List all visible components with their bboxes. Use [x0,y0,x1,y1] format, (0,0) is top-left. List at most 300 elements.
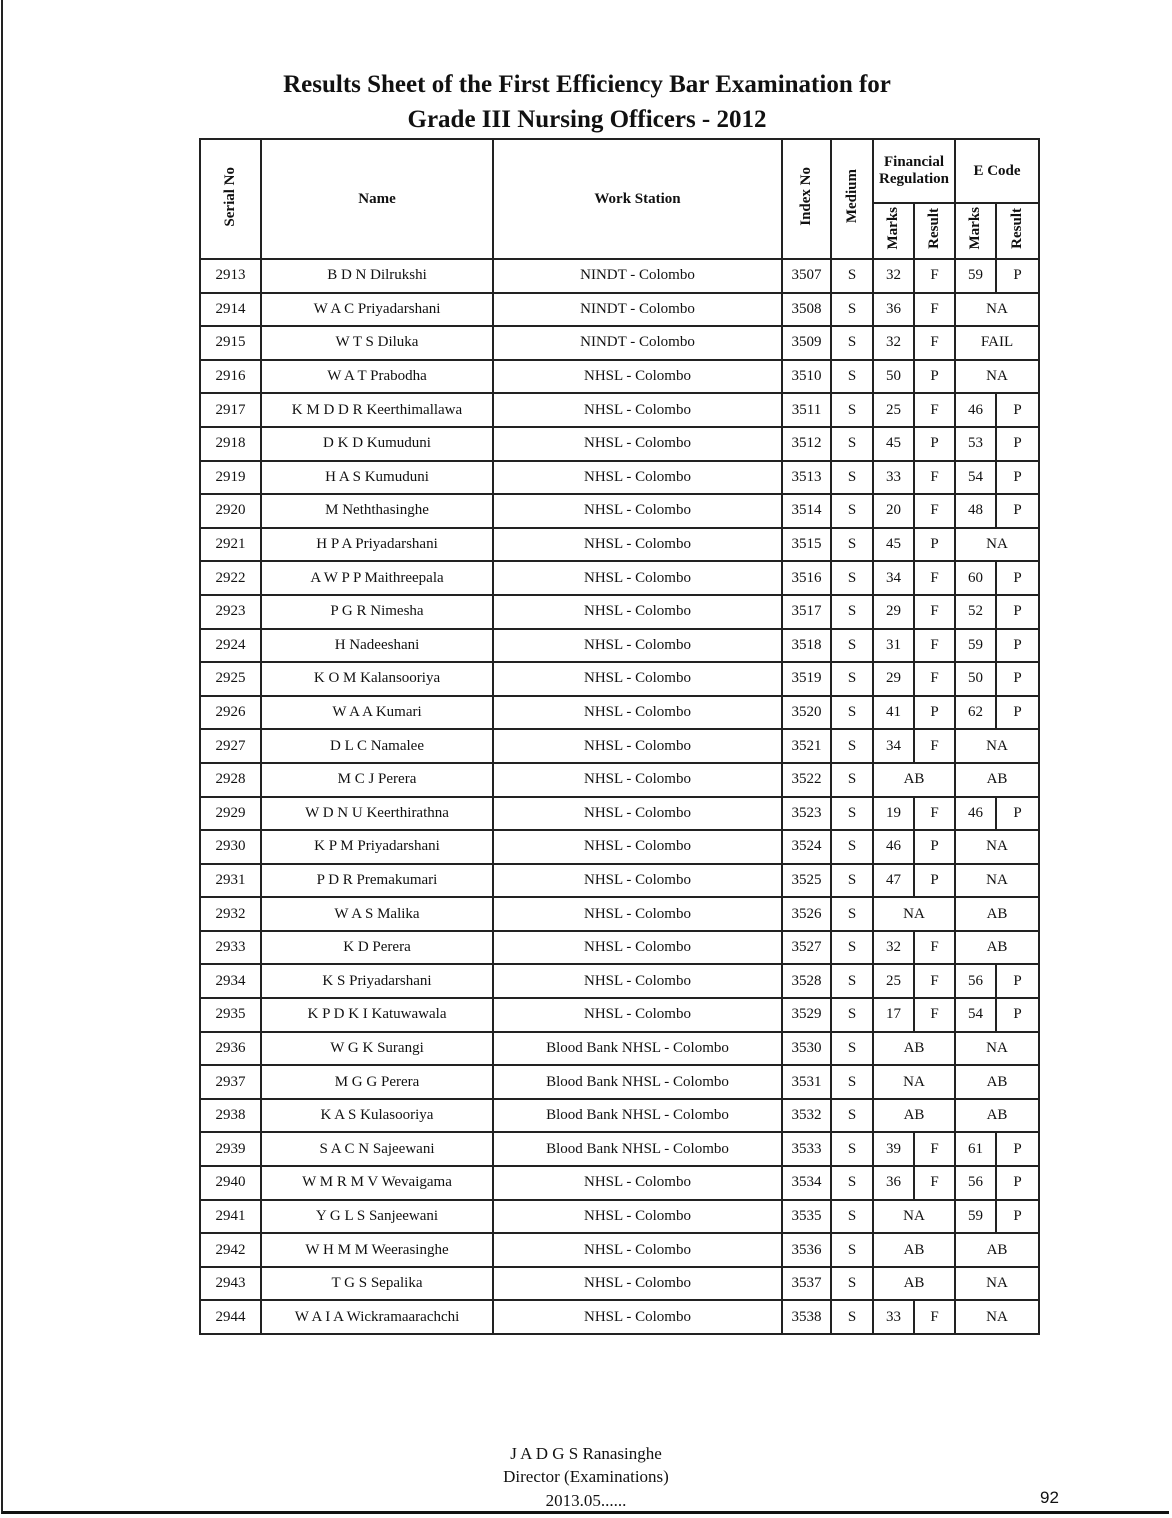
work-station-cell: NHSL - Colombo [493,1166,782,1200]
work-station-cell: NHSL - Colombo [493,595,782,629]
serial-no-cell: 2927 [200,729,261,763]
serial-no-cell: 2928 [200,763,261,797]
fin-reg-marks-cell: 31 [873,629,914,663]
table-row [200,729,1039,763]
serial-no-cell: 2915 [200,326,261,360]
fin-reg-result-cell: F [914,326,955,360]
e-code-marks-cell: 59 [955,629,996,663]
index-no-cell: 3531 [782,1065,831,1099]
e-code-marks-cell: 50 [955,662,996,696]
table-row [200,561,1039,595]
e-code-marks-cell: 54 [955,998,996,1032]
serial-no-cell: 2914 [200,293,261,327]
name-cell: K S Priyadarshani [261,964,493,998]
serial-no-cell: 2918 [200,427,261,461]
medium-cell: S [831,494,873,528]
work-station-cell: NHSL - Colombo [493,696,782,730]
fin-reg-result-cell: F [914,931,955,965]
serial-no-cell: 2930 [200,830,261,864]
name-cell: S A C N Sajeewani [261,1132,493,1166]
work-station-cell: NHSL - Colombo [493,964,782,998]
index-no-cell: 3535 [782,1200,831,1234]
serial-no-cell: 2940 [200,1166,261,1200]
fin-reg-marks-cell: 45 [873,427,914,461]
medium-cell: S [831,326,873,360]
index-no-cell: 3532 [782,1099,831,1133]
table-row [200,461,1039,495]
e-code-result-cell: P [996,797,1039,831]
name-cell: T G S Sepalika [261,1267,493,1301]
header-serial-no: Serial No [200,139,261,259]
fin-reg-marks-cell: 45 [873,528,914,562]
e-code-result-cell: P [996,461,1039,495]
index-no-cell: 3520 [782,696,831,730]
index-no-cell: 3508 [782,293,831,327]
serial-no-cell: 2942 [200,1233,261,1267]
work-station-cell: NHSL - Colombo [493,561,782,595]
table-row [200,293,1039,327]
e-code-status-cell: NA [955,830,1039,864]
name-cell: D L C Namalee [261,729,493,763]
table-row [200,830,1039,864]
results-table [199,138,1040,1335]
name-cell: H Nadeeshani [261,629,493,663]
e-code-marks-cell: 48 [955,494,996,528]
index-no-cell: 3523 [782,797,831,831]
fin-reg-result-cell: F [914,461,955,495]
medium-cell: S [831,427,873,461]
e-code-marks-cell: 46 [955,393,996,427]
e-code-status-cell: AB [955,897,1039,931]
medium-cell: S [831,1300,873,1334]
work-station-cell: NHSL - Colombo [493,461,782,495]
index-no-cell: 3534 [782,1166,831,1200]
e-code-marks-cell: 46 [955,797,996,831]
work-station-cell: NHSL - Colombo [493,427,782,461]
serial-no-cell: 2919 [200,461,261,495]
index-no-cell: 3512 [782,427,831,461]
medium-cell: S [831,696,873,730]
e-code-result-cell: P [996,259,1039,293]
serial-no-cell: 2921 [200,528,261,562]
table-row [200,595,1039,629]
table-row [200,427,1039,461]
medium-cell: S [831,964,873,998]
name-cell: K O M Kalansooriya [261,662,493,696]
e-code-result-cell: P [996,595,1039,629]
fin-reg-marks-cell: 34 [873,729,914,763]
name-cell: K D Perera [261,931,493,965]
serial-no-cell: 2941 [200,1200,261,1234]
fin-reg-status-cell: AB [873,1267,955,1301]
serial-no-cell: 2926 [200,696,261,730]
e-code-marks-cell: 54 [955,461,996,495]
medium-cell: S [831,1233,873,1267]
medium-cell: S [831,729,873,763]
fin-reg-marks-cell: 46 [873,830,914,864]
work-station-cell: NHSL - Colombo [493,393,782,427]
medium-cell: S [831,797,873,831]
index-no-cell: 3521 [782,729,831,763]
e-code-marks-cell: 62 [955,696,996,730]
e-code-result-cell: P [996,393,1039,427]
name-cell: M Neththasinghe [261,494,493,528]
work-station-cell: NHSL - Colombo [493,494,782,528]
work-station-cell: NHSL - Colombo [493,1300,782,1334]
index-no-cell: 3518 [782,629,831,663]
index-no-cell: 3533 [782,1132,831,1166]
header-e-code: E Code [955,139,1039,203]
fin-reg-status-cell: AB [873,1099,955,1133]
work-station-cell: NHSL - Colombo [493,1233,782,1267]
table-row [200,1132,1039,1166]
fin-reg-status-cell: NA [873,897,955,931]
e-code-result-cell: P [996,494,1039,528]
index-no-cell: 3516 [782,561,831,595]
e-code-marks-cell: 60 [955,561,996,595]
fin-reg-marks-cell: 50 [873,360,914,394]
serial-no-cell: 2924 [200,629,261,663]
serial-no-cell: 2937 [200,1065,261,1099]
work-station-cell: NHSL - Colombo [493,1267,782,1301]
name-cell: K M D D R Keerthimallawa [261,393,493,427]
e-code-status-cell: NA [955,1032,1039,1066]
name-cell: W H M M Weerasinghe [261,1233,493,1267]
fin-reg-marks-cell: 25 [873,393,914,427]
e-code-status-cell: FAIL [955,326,1039,360]
table-row [200,897,1039,931]
fin-reg-marks-cell: 41 [873,696,914,730]
e-code-result-cell: P [996,1200,1039,1234]
medium-cell: S [831,998,873,1032]
e-code-status-cell: AB [955,1099,1039,1133]
fin-reg-result-cell: P [914,830,955,864]
name-cell: D K D Kumuduni [261,427,493,461]
work-station-cell: NHSL - Colombo [493,729,782,763]
e-code-result-cell: P [996,1132,1039,1166]
fin-reg-marks-cell: 32 [873,931,914,965]
e-code-result-cell: P [996,998,1039,1032]
index-no-cell: 3537 [782,1267,831,1301]
table-row [200,1166,1039,1200]
medium-cell: S [831,1166,873,1200]
fin-reg-status-cell: AB [873,1032,955,1066]
name-cell: W A I A Wickramaarachchi [261,1300,493,1334]
work-station-cell: NHSL - Colombo [493,998,782,1032]
footer-signatory: J A D G S Ranasinghe [510,1444,662,1463]
e-code-status-cell: NA [955,864,1039,898]
e-code-marks-cell: 59 [955,259,996,293]
fin-reg-result-cell: F [914,1132,955,1166]
serial-no-cell: 2938 [200,1099,261,1133]
e-code-result-cell: P [996,696,1039,730]
e-code-result-cell: P [996,561,1039,595]
e-code-status-cell: NA [955,1267,1039,1301]
medium-cell: S [831,1099,873,1133]
index-no-cell: 3536 [782,1233,831,1267]
work-station-cell: Blood Bank NHSL - Colombo [493,1065,782,1099]
fin-reg-status-cell: AB [873,763,955,797]
name-cell: P D R Premakumari [261,864,493,898]
header-index-no: Index No [782,139,831,259]
index-no-cell: 3530 [782,1032,831,1066]
fin-reg-result-cell: F [914,1300,955,1334]
work-station-cell: NHSL - Colombo [493,864,782,898]
work-station-cell: NINDT - Colombo [493,293,782,327]
document-title-line-2: Grade III Nursing Officers - 2012 [407,106,767,133]
serial-no-cell: 2936 [200,1032,261,1066]
index-no-cell: 3511 [782,393,831,427]
index-no-cell: 3517 [782,595,831,629]
medium-cell: S [831,1200,873,1234]
medium-cell: S [831,629,873,663]
document-title-line-1: Results Sheet of the First Efficiency Bar Examination for [283,71,891,98]
header-financial-regulation: Financial Regulation [873,139,955,203]
medium-cell: S [831,1267,873,1301]
medium-cell: S [831,1132,873,1166]
e-code-result-cell: P [996,427,1039,461]
table-row [200,629,1039,663]
fin-reg-result-cell: P [914,360,955,394]
name-cell: K P D K I Katuwawala [261,998,493,1032]
index-no-cell: 3515 [782,528,831,562]
fin-reg-result-cell: P [914,528,955,562]
serial-no-cell: 2932 [200,897,261,931]
index-no-cell: 3525 [782,864,831,898]
serial-no-cell: 2916 [200,360,261,394]
serial-no-cell: 2935 [200,998,261,1032]
serial-no-cell: 2933 [200,931,261,965]
name-cell: W M R M V Wevaigama [261,1166,493,1200]
table-row [200,1200,1039,1234]
name-cell: H P A Priyadarshani [261,528,493,562]
medium-cell: S [831,864,873,898]
e-code-status-cell: AB [955,931,1039,965]
serial-no-cell: 2934 [200,964,261,998]
serial-no-cell: 2922 [200,561,261,595]
results-body [200,259,1039,1334]
e-code-status-cell: NA [955,360,1039,394]
e-code-result-cell: P [996,662,1039,696]
e-code-result-cell: P [996,629,1039,663]
fin-reg-marks-cell: 19 [873,797,914,831]
e-code-result-cell: P [996,1166,1039,1200]
work-station-cell: NHSL - Colombo [493,797,782,831]
fin-reg-marks-cell: 32 [873,326,914,360]
fin-reg-status-cell: AB [873,1233,955,1267]
table-row [200,797,1039,831]
serial-no-cell: 2943 [200,1267,261,1301]
fin-reg-result-cell: F [914,293,955,327]
fin-reg-marks-cell: 32 [873,259,914,293]
e-code-status-cell: AB [955,1065,1039,1099]
header-name: Name [261,139,493,259]
table-row [200,696,1039,730]
index-no-cell: 3538 [782,1300,831,1334]
serial-no-cell: 2925 [200,662,261,696]
work-station-cell: NHSL - Colombo [493,629,782,663]
fin-reg-marks-cell: 33 [873,461,914,495]
fin-reg-marks-cell: 36 [873,1166,914,1200]
footer-date: 2013.05...... [545,1491,627,1510]
work-station-cell: Blood Bank NHSL - Colombo [493,1032,782,1066]
fin-reg-result-cell: P [914,427,955,461]
e-code-marks-cell: 56 [955,1166,996,1200]
name-cell: W A S Malika [261,897,493,931]
table-row [200,763,1039,797]
name-cell: H A S Kumuduni [261,461,493,495]
header-medium: Medium [831,139,873,259]
name-cell: P G R Nimesha [261,595,493,629]
serial-no-cell: 2939 [200,1132,261,1166]
name-cell: M C J Perera [261,763,493,797]
fin-reg-result-cell: F [914,998,955,1032]
fin-reg-result-cell: P [914,864,955,898]
index-no-cell: 3510 [782,360,831,394]
fin-reg-marks-cell: 29 [873,662,914,696]
header-fr-result: Result [914,203,955,259]
fin-reg-result-cell: F [914,1166,955,1200]
medium-cell: S [831,528,873,562]
medium-cell: S [831,561,873,595]
e-code-result-cell: P [996,964,1039,998]
e-code-marks-cell: 56 [955,964,996,998]
medium-cell: S [831,763,873,797]
table-row [200,662,1039,696]
serial-no-cell: 2917 [200,393,261,427]
fin-reg-status-cell: NA [873,1065,955,1099]
table-row [200,1099,1039,1133]
name-cell: Y G L S Sanjeewani [261,1200,493,1234]
index-no-cell: 3524 [782,830,831,864]
e-code-status-cell: NA [955,293,1039,327]
medium-cell: S [831,461,873,495]
name-cell: W T S Diluka [261,326,493,360]
fin-reg-result-cell: F [914,729,955,763]
index-no-cell: 3528 [782,964,831,998]
e-code-marks-cell: 53 [955,427,996,461]
table-row [200,360,1039,394]
table-row [200,1233,1039,1267]
medium-cell: S [831,360,873,394]
medium-cell: S [831,662,873,696]
medium-cell: S [831,1032,873,1066]
fin-reg-marks-cell: 36 [873,293,914,327]
serial-no-cell: 2913 [200,259,261,293]
fin-reg-marks-cell: 39 [873,1132,914,1166]
table-row [200,259,1039,293]
serial-no-cell: 2920 [200,494,261,528]
serial-no-cell: 2929 [200,797,261,831]
table-row [200,998,1039,1032]
work-station-cell: NHSL - Colombo [493,1200,782,1234]
name-cell: W A C Priyadarshani [261,293,493,327]
work-station-cell: NHSL - Colombo [493,360,782,394]
work-station-cell: Blood Bank NHSL - Colombo [493,1132,782,1166]
table-row [200,494,1039,528]
fin-reg-result-cell: P [914,696,955,730]
table-row [200,931,1039,965]
work-station-cell: NHSL - Colombo [493,763,782,797]
work-station-cell: NHSL - Colombo [493,662,782,696]
header-ec-marks: Marks [955,203,996,259]
header-work-station: Work Station [493,139,782,259]
fin-reg-result-cell: F [914,595,955,629]
fin-reg-marks-cell: 33 [873,1300,914,1334]
serial-no-cell: 2923 [200,595,261,629]
e-code-marks-cell: 52 [955,595,996,629]
medium-cell: S [831,1065,873,1099]
e-code-status-cell: AB [955,1233,1039,1267]
table-row [200,864,1039,898]
name-cell: K P M Priyadarshani [261,830,493,864]
index-no-cell: 3526 [782,897,831,931]
fin-reg-result-cell: F [914,662,955,696]
work-station-cell: NHSL - Colombo [493,830,782,864]
medium-cell: S [831,830,873,864]
fin-reg-result-cell: F [914,964,955,998]
index-no-cell: 3522 [782,763,831,797]
fin-reg-result-cell: F [914,494,955,528]
e-code-marks-cell: 61 [955,1132,996,1166]
fin-reg-status-cell: NA [873,1200,955,1234]
index-no-cell: 3513 [782,461,831,495]
footer-position: Director (Examinations) [503,1467,669,1486]
medium-cell: S [831,897,873,931]
medium-cell: S [831,259,873,293]
fin-reg-marks-cell: 17 [873,998,914,1032]
fin-reg-result-cell: F [914,561,955,595]
e-code-status-cell: NA [955,729,1039,763]
fin-reg-marks-cell: 47 [873,864,914,898]
fin-reg-marks-cell: 20 [873,494,914,528]
work-station-cell: Blood Bank NHSL - Colombo [493,1099,782,1133]
name-cell: W D N U Keerthirathna [261,797,493,831]
header-ec-result: Result [996,203,1039,259]
table-row [200,1267,1039,1301]
fin-reg-marks-cell: 29 [873,595,914,629]
table-row [200,1300,1039,1334]
index-no-cell: 3509 [782,326,831,360]
table-row [200,1032,1039,1066]
e-code-status-cell: AB [955,763,1039,797]
work-station-cell: NINDT - Colombo [493,259,782,293]
fin-reg-marks-cell: 34 [873,561,914,595]
serial-no-cell: 2931 [200,864,261,898]
medium-cell: S [831,931,873,965]
name-cell: K A S Kulasooriya [261,1099,493,1133]
index-no-cell: 3529 [782,998,831,1032]
name-cell: B D N Dilrukshi [261,259,493,293]
name-cell: W A T Prabodha [261,360,493,394]
medium-cell: S [831,293,873,327]
table-row [200,964,1039,998]
table-row [200,1065,1039,1099]
medium-cell: S [831,393,873,427]
serial-no-cell: 2944 [200,1300,261,1334]
e-code-marks-cell: 59 [955,1200,996,1234]
work-station-cell: NHSL - Colombo [493,931,782,965]
index-no-cell: 3527 [782,931,831,965]
e-code-status-cell: NA [955,528,1039,562]
e-code-status-cell: NA [955,1300,1039,1334]
work-station-cell: NINDT - Colombo [493,326,782,360]
work-station-cell: NHSL - Colombo [493,897,782,931]
fin-reg-result-cell: F [914,259,955,293]
table-row [200,393,1039,427]
fin-reg-result-cell: F [914,797,955,831]
page-number: 92 [1040,1488,1059,1507]
